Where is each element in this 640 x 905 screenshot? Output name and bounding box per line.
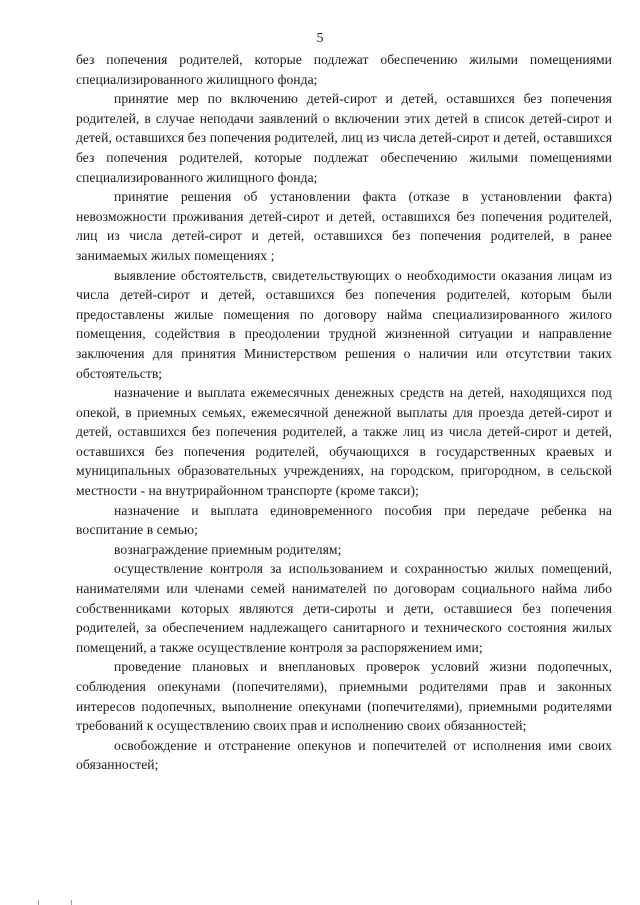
paragraph-impossibility-of-residence: принятие решения об установлении факта (отказе в установлении факта) невозможности проживания детей-сирот и детей, оставшихся без попечения родителей, лиц из числа детей-сирот и детей, оставшихся без попечения родителей, в ранее занимаемых жилых помещениях ; <box>76 189 612 263</box>
paragraph-continuation: без попечения родителей, которые подлежат обеспечению жилыми помещениями специализированного жилищного фонда; <box>76 52 612 87</box>
paragraph-difficult-situation: выявление обстоятельств, свидетельствующих о необходимости оказания лицам из числа детей-сирот и детей, оставшихся без попечения родителей, которым были предоставлены жилые помещения по договору найма специализированного жилого помещения, содействия в преодолении трудной жизненной ситуации и направление заключения для принятия Министерством решения о наличии или отсутствии таких обстоятельств; <box>76 267 612 381</box>
paragraph-housing-control: осуществление контроля за использованием и сохранностью жилых помещений, нанимателями или членами семей нанимателей по договорам социального найма либо собственниками которых являются дети-сироты и дети, оставшиеся без попечения родителей, за обеспечением надлежащего санитарного и технического состояния жилых помещений, а также осуществление контроля за распоряжением ими; <box>76 561 612 655</box>
paragraph-inspections: проведение плановых и внеплановых проверок условий жизни подопечных, соблюдения опекунами (попечителями), приемными родителями прав и законных интересов подопечных, выполнение опекунами (попечителями), приемными родителями требований к осуществлению своих прав и исполнению своих обязанностей; <box>76 659 612 734</box>
paragraph-monthly-payments: назначение и выплата ежемесячных денежных средств на детей, находящихся под опекой, в приемных семьях, ежемесячной денежной выплаты для проезда детей-сирот и детей, оставшихся без попечения родителей, а также лиц из числа детей-сирот и детей, оставшихся без попечения родителей, обучающихся в государственных краевых и муниципальных образовательных учреждениях, на городском, пригородном, в сельской местности - на внутрирайонном транспорте (кроме такси); <box>76 385 612 499</box>
page-number: 5 <box>316 31 324 46</box>
paragraph-lump-sum-allowance: назначение и выплата единовременного пособия при передаче ребенка на воспитание в семью; <box>76 502 612 538</box>
scan-edge-marks <box>0 899 640 905</box>
paragraph-inclusion-in-list: принятие мер по включению детей-сирот и детей, оставшихся без попечения родителей, в случае неподачи заявлений о включении этих детей в список детей-сирот и детей, оставшихся без попечения родителей, лиц из числа детей-сирот и детей, оставшихся без попечения родителей, которые подлежат обеспечению жилыми помещениями специализированного жилищного фонда; <box>76 91 612 185</box>
document-body <box>76 50 612 775</box>
paragraph-guardian-removal: освобождение и отстранение опекунов и попечителей от исполнения ими своих обязанностей; <box>76 737 612 773</box>
paragraph-foster-parents-remuneration: вознаграждение приемным родителям; <box>114 541 342 557</box>
